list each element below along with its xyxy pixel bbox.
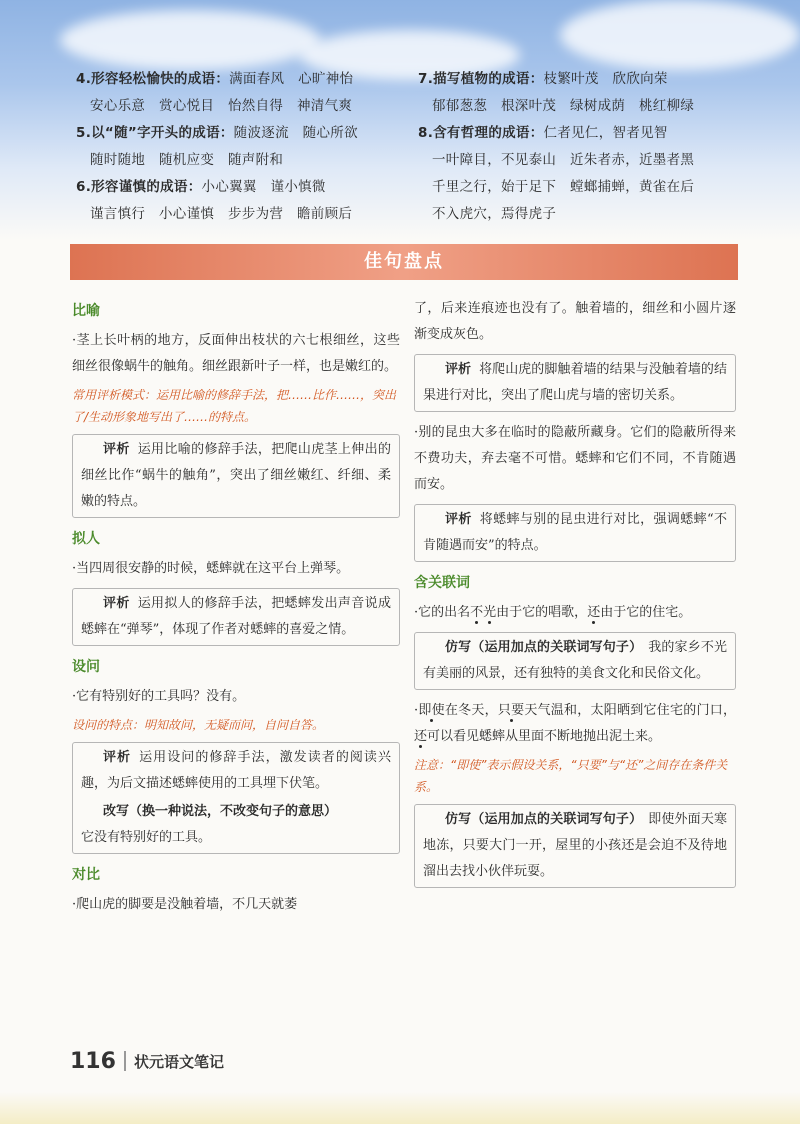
imitation-label: 仿写（运用加点的关联词写句子）: [445, 812, 643, 827]
idiom-line: 枝繁叶茂 欣欣向荣: [543, 71, 668, 87]
bottom-strip: [0, 1092, 800, 1124]
analysis-box: [414, 504, 736, 562]
footer-divider: [124, 1051, 126, 1071]
analysis-text: 将爬山虎的脚触着墙的结果与没触着墙的结果进行对比，突出了爬山虎与墙的密切关系。: [423, 362, 727, 403]
imitation-text: 即使外面天寒地冻，只要大门一开，屋里的小孩还是会迫不及待地溜出去找小伙伴玩耍。: [423, 812, 727, 879]
text-fragment: ·: [414, 703, 419, 718]
text-fragment: 可以看见蟋蟀从里面不断地抛出泥土来。: [427, 729, 662, 744]
idiom-category-5: [76, 120, 406, 147]
category-heading: 5.以“随”字开头的成语：: [76, 125, 234, 141]
analysis-label: 评析: [103, 596, 130, 611]
analysis-box: [414, 354, 736, 412]
example-sentence: ·爬山虎的脚要是没触着墙，不几天就萎: [72, 897, 298, 912]
text-fragment: 在冬天，: [444, 703, 498, 718]
analysis-label: 评析: [103, 750, 132, 765]
example-sentence: ·当四周很安静的时候，蟋蟀就在这平台上弹琴。: [72, 561, 350, 576]
idiom-line: 随波逐流 随心所欲: [233, 125, 358, 141]
analysis-box: [72, 434, 400, 518]
imitation-box: [414, 632, 736, 690]
example-sentence: [414, 698, 736, 750]
text-fragment: ·它的出名: [414, 605, 471, 620]
section-title-personification: 拟人: [72, 531, 100, 547]
idiom-list-left: [76, 66, 406, 228]
idiom-line: 一叶障目，不见泰山 近朱者赤，近墨者黑: [432, 152, 695, 168]
rewrite-text: 它没有特别好的工具。: [81, 830, 212, 845]
cloud: [560, 0, 800, 70]
book-title: 状元语文笔记: [133, 1052, 224, 1071]
section-title-conjunctions: 含关联词: [414, 575, 470, 591]
analysis-text: 运用拟人的修辞手法，把蟋蟀发出声音说成蟋蟀在“弹琴”，体现了作者对蟋蟀的喜爱之情。: [81, 596, 391, 637]
idiom-line: 安心乐意 赏心悦目 怡然自得 神清气爽: [90, 98, 353, 114]
page-number: 116: [70, 1048, 116, 1074]
rewrite-label: 改写（换一种说法，不改变句子的意思）: [103, 804, 338, 819]
emphasis-word: 光: [483, 605, 497, 620]
category-heading: 7.描写植物的成语：: [418, 71, 544, 87]
emphasis-word: 还: [587, 605, 601, 620]
idiom-category-4: [76, 66, 406, 93]
idiom-line: 谨言慎行 小心谨慎 步步为营 瞻前顾后: [90, 206, 353, 222]
example-sentence: ·它有特别好的工具吗？没有。: [72, 689, 246, 704]
example-sentence: ·别的昆虫大多在临时的隐蔽所藏身。它们的隐蔽所得来不费功夫，弃去毫不可惜。蟋蟀和它们不同，不肯随遇而安。: [414, 425, 736, 492]
analysis-text: 将蟋蟀与别的昆虫进行对比，强调蟋蟀“不肯随遇而安”的特点。: [423, 512, 727, 553]
idiom-line: 随时随地 随机应变 随声附和: [90, 152, 284, 168]
analysis-box: [72, 588, 400, 646]
idiom-line: 千里之行，始于足下 螳螂捕蝉，黄雀在后: [432, 179, 695, 195]
idiom-line: 满面春风 心旷神怡: [229, 71, 354, 87]
section-title-metaphor: 比喻: [72, 303, 100, 319]
idiom-line: 仁者见仁，智者见智: [543, 125, 668, 141]
example-sentence: ·茎上长叶柄的地方，反面伸出枝状的六七根细丝，这些细丝很像蜗牛的触角。细丝跟新叶子一样，也是嫩红的。: [72, 333, 400, 374]
analysis-template-note: 常用评析模式：运用比喻的修辞手法，把……比作……，突出了/生动形象地写出了……的特点。: [72, 388, 397, 424]
idiom-category-8: [418, 120, 758, 147]
emphasis-word: 只要: [497, 703, 525, 718]
page-footer: [70, 1047, 224, 1075]
idiom-list-right: [418, 66, 758, 228]
analysis-label: 评析: [445, 512, 472, 527]
sentence-continuation: 了，后来连痕迹也没有了。触着墙的，细丝和小圆片逐渐变成灰色。: [414, 301, 736, 342]
analysis-label: 评析: [103, 442, 130, 457]
imitation-text: 我的家乡不光有美丽的风景，还有独特的美食文化和民俗文化。: [423, 640, 727, 681]
right-column: [414, 296, 736, 896]
attention-note: 注意：“即使”表示假设关系，“只要”与“还”之间存在条件关系。: [414, 758, 728, 794]
text-fragment: 天气温和，太阳晒到它住宅的门口，: [524, 703, 736, 718]
section-title-rhetorical-question: 设问: [72, 659, 100, 675]
analysis-box: [72, 742, 400, 854]
idiom-line: 不入虎穴，焉得虎子: [432, 206, 557, 222]
example-sentence: [414, 600, 736, 626]
category-heading: 6.形容谨慎的成语：: [76, 179, 202, 195]
emphasis-word: 还: [414, 729, 428, 744]
left-column: [72, 296, 400, 922]
emphasis-word: 不: [470, 605, 484, 620]
idiom-category-6: [76, 174, 406, 201]
emphasis-word: 即使: [418, 703, 445, 718]
analysis-text: 运用设问的修辞手法，激发读者的阅读兴趣，为后文描述蟋蟀使用的工具埋下伏笔。: [81, 750, 391, 791]
category-heading: 4.形容轻松愉快的成语：: [76, 71, 230, 87]
cloud: [60, 10, 320, 70]
idiom-line: 小心翼翼 谨小慎微: [201, 179, 326, 195]
feature-note: 设问的特点：明知故问，无疑而问，自问自答。: [72, 718, 325, 732]
idiom-category-7: [418, 66, 758, 93]
section-title-contrast: 对比: [72, 867, 100, 883]
imitation-box: [414, 804, 736, 888]
text-fragment: 由于它的唱歌，: [496, 605, 588, 620]
analysis-label: 评析: [445, 362, 472, 377]
imitation-label: 仿写（运用加点的关联词写句子）: [445, 640, 643, 655]
text-fragment: 由于它的住宅。: [600, 605, 692, 620]
section-banner: 佳句盘点: [70, 244, 738, 280]
analysis-text: 运用比喻的修辞手法，把爬山虎茎上伸出的细丝比作“蜗牛的触角”，突出了细丝嫩红、纤细、柔嫩的特点。: [81, 442, 391, 509]
idiom-line: 郁郁葱葱 根深叶茂 绿树成荫 桃红柳绿: [432, 98, 695, 114]
category-heading: 8.含有哲理的成语：: [418, 125, 544, 141]
